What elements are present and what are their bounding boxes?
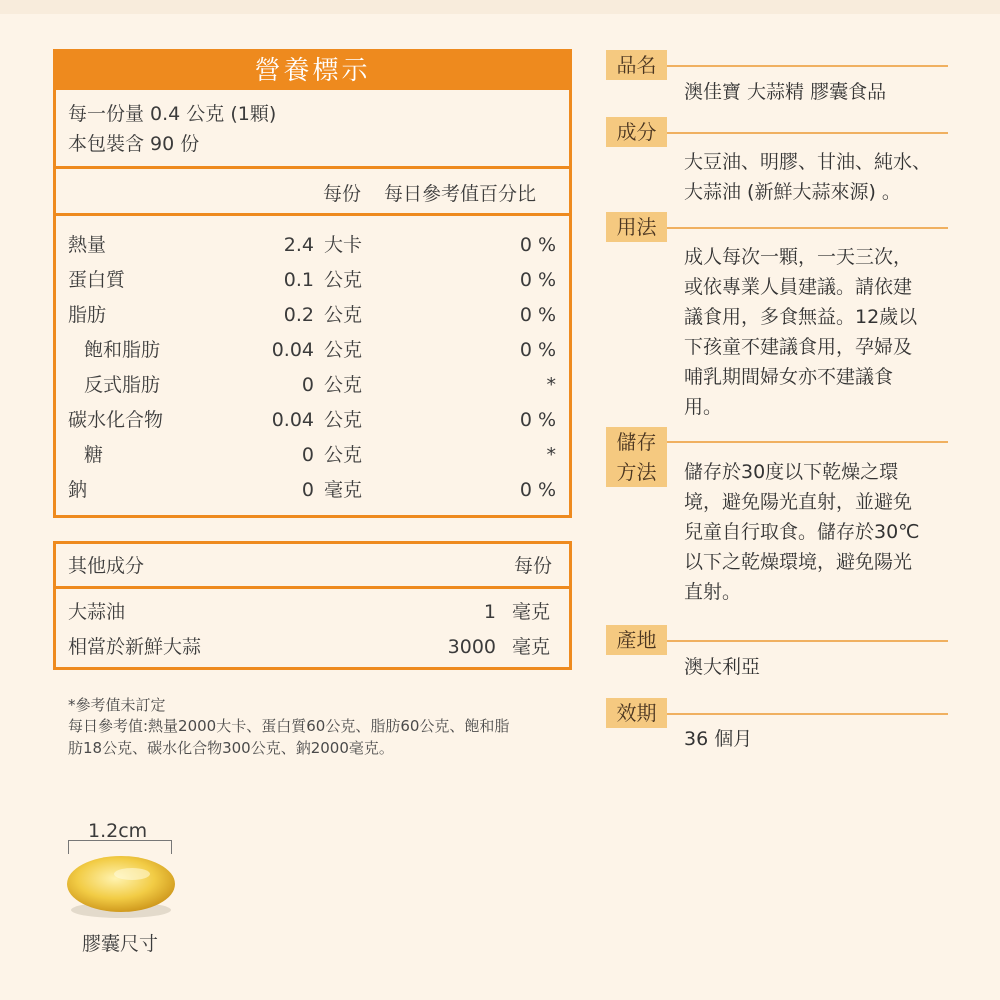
nutrient-name: 糖 bbox=[84, 444, 104, 466]
storage-line: 境，避免陽光直射，並避免 bbox=[684, 491, 913, 513]
usage-line: 或依專業人員建議。請依建 bbox=[684, 276, 913, 298]
nutrient-dv: * bbox=[546, 444, 556, 466]
nutrient-name: 鈉 bbox=[68, 479, 88, 501]
nutrient-unit: 公克 bbox=[324, 374, 363, 396]
nutrient-name: 熱量 bbox=[68, 234, 107, 256]
divider bbox=[667, 640, 948, 642]
origin-value: 澳大利亞 bbox=[684, 656, 761, 678]
ingredients-line-1: 大豆油、明膠、甘油、純水、 bbox=[684, 151, 932, 173]
nutrition-table bbox=[53, 49, 572, 518]
other-amount: 1 bbox=[483, 601, 496, 623]
storage-line: 儲存於30度以下乾燥之環 bbox=[684, 461, 899, 483]
divider bbox=[56, 166, 569, 169]
divider bbox=[667, 713, 948, 715]
name-tag: 品名 bbox=[606, 50, 667, 80]
other-unit: 毫克 bbox=[512, 636, 551, 658]
col-daily-value: 每日參考值百分比 bbox=[384, 183, 537, 205]
nutrient-unit: 公克 bbox=[324, 269, 363, 291]
nutrient-unit: 毫克 bbox=[324, 479, 363, 501]
divider bbox=[56, 213, 569, 216]
nutrient-amount: 0.04 bbox=[271, 409, 314, 431]
nutrient-dv: * bbox=[546, 374, 556, 396]
serving-size: 每一份量 0.4 公克 (1顆) bbox=[68, 103, 277, 125]
nutrient-amount: 2.4 bbox=[283, 234, 314, 256]
nutrient-amount: 0.1 bbox=[283, 269, 314, 291]
nutrient-unit: 公克 bbox=[324, 444, 363, 466]
other-amount: 3000 bbox=[447, 636, 496, 658]
other-title: 其他成分 bbox=[68, 555, 145, 577]
divider bbox=[667, 441, 948, 443]
storage-line: 以下之乾燥環境，避免陽光 bbox=[684, 551, 913, 573]
usage-line: 哺乳期間婦女亦不建議食 bbox=[684, 366, 894, 388]
usage-line: 用。 bbox=[684, 396, 723, 418]
other-col-per-serving: 每份 bbox=[514, 555, 553, 577]
note-undefined: *參考值未訂定 bbox=[68, 696, 166, 714]
expiry-value: 36 個月 bbox=[684, 728, 753, 750]
nutrient-dv: 0 % bbox=[519, 269, 556, 291]
storage-tag-line-1: 儲存 bbox=[616, 430, 657, 454]
capsule-size: 1.2cm bbox=[88, 820, 148, 842]
divider bbox=[56, 586, 569, 589]
col-per-serving: 每份 bbox=[323, 183, 362, 205]
capsule-icon bbox=[62, 852, 180, 922]
nutrient-dv: 0 % bbox=[519, 304, 556, 326]
nutrient-dv: 0 % bbox=[519, 339, 556, 361]
expiry-tag: 效期 bbox=[606, 698, 667, 728]
nutrient-dv: 0 % bbox=[519, 234, 556, 256]
usage-line: 議食用，多食無益。12歲以 bbox=[684, 306, 918, 328]
nutrition-title: 營養標示 bbox=[56, 52, 569, 90]
nutrient-amount: 0 bbox=[301, 444, 314, 466]
storage-tag bbox=[606, 427, 667, 487]
other-unit: 毫克 bbox=[512, 601, 551, 623]
divider bbox=[667, 132, 948, 134]
nutrient-unit: 大卡 bbox=[324, 234, 363, 256]
other-name: 大蒜油 bbox=[68, 601, 126, 623]
capsule-size-label: 膠囊尺寸 bbox=[82, 933, 159, 955]
nutrient-amount: 0 bbox=[301, 479, 314, 501]
ingredients-line-2: 大蒜油 (新鮮大蒜來源) 。 bbox=[684, 181, 901, 203]
nutrient-unit: 公克 bbox=[324, 304, 363, 326]
nutrient-unit: 公克 bbox=[324, 339, 363, 361]
nutrient-unit: 公克 bbox=[324, 409, 363, 431]
divider bbox=[667, 65, 948, 67]
servings-per-pack: 本包裝含 90 份 bbox=[68, 133, 200, 155]
top-strip bbox=[0, 0, 1000, 14]
nutrient-name: 反式脂肪 bbox=[84, 374, 161, 396]
nutrient-name: 脂肪 bbox=[68, 304, 107, 326]
note-daily-values-cont: 肪18公克、碳水化合物300公克、鈉2000毫克。 bbox=[68, 739, 394, 757]
storage-line: 直射。 bbox=[684, 581, 742, 603]
usage-line: 下孩童不建議食用，孕婦及 bbox=[684, 336, 913, 358]
usage-tag: 用法 bbox=[606, 212, 667, 242]
nutrient-dv: 0 % bbox=[519, 409, 556, 431]
nutrient-dv: 0 % bbox=[519, 479, 556, 501]
storage-tag-line-2: 方法 bbox=[616, 460, 657, 484]
nutrient-amount: 0.2 bbox=[283, 304, 314, 326]
nutrient-amount: 0 bbox=[301, 374, 314, 396]
nutrient-name: 碳水化合物 bbox=[68, 409, 164, 431]
usage-line: 成人每次一顆，一天三次， bbox=[684, 246, 913, 268]
nutrient-amount: 0.04 bbox=[271, 339, 314, 361]
note-daily-values: 每日參考值:熱量2000大卡、蛋白質60公克、脂肪60公克、飽和脂 bbox=[68, 717, 510, 735]
other-name: 相當於新鮮大蒜 bbox=[68, 636, 202, 658]
product-name: 澳佳寶 大蒜精 膠囊食品 bbox=[684, 81, 887, 103]
nutrient-name: 飽和脂肪 bbox=[84, 339, 161, 361]
ingredients-tag: 成分 bbox=[606, 117, 667, 147]
divider bbox=[667, 227, 948, 229]
nutrient-name: 蛋白質 bbox=[68, 269, 126, 291]
other-ingredients-table bbox=[53, 541, 572, 670]
storage-line: 兒童自行取食。儲存於30℃ bbox=[684, 521, 920, 543]
origin-tag: 產地 bbox=[606, 625, 667, 655]
